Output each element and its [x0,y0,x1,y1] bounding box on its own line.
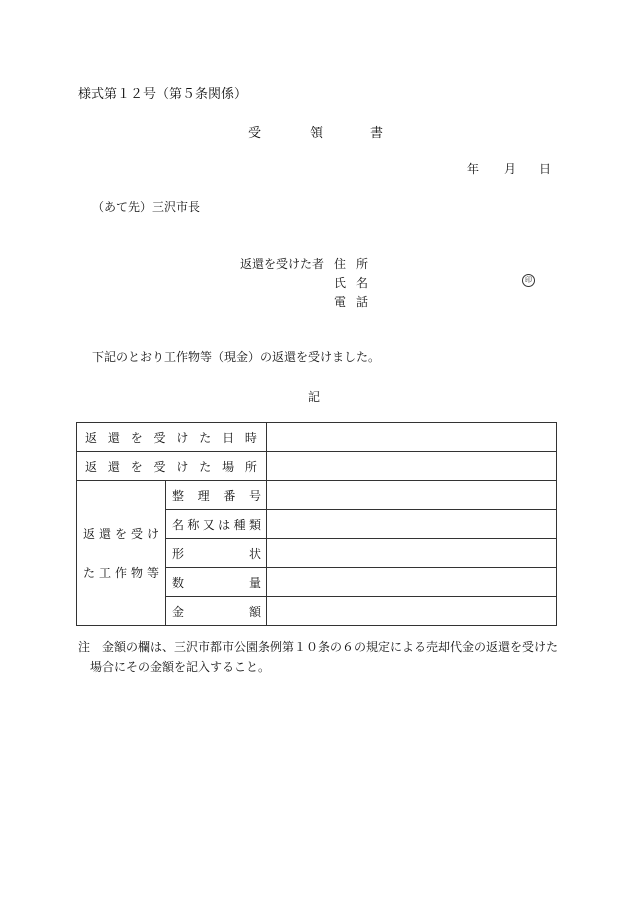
table-row [77,481,557,510]
label-char: け [146,527,159,541]
label-char: 還 [107,459,120,474]
receiver-name-label [334,274,369,291]
receiver-label: 返還を受けた者 [240,257,325,271]
document-title [248,122,383,141]
label-char: 量 [248,575,261,590]
title-char: 受 [248,126,262,141]
addressee: （あて先）三沢市長 [92,200,201,214]
note-line: 場合にその金額を記入すること。 [90,660,271,674]
receiver-address-label [334,255,369,272]
table-row [77,423,557,452]
label-char: 還 [107,430,120,445]
value-cell-place[interactable] [267,452,557,481]
label-char: 状 [248,546,261,561]
label-char: 日 [222,430,235,445]
date-day: 日 [539,162,552,176]
label-char: 数 [172,575,185,590]
label-char: た [199,459,212,474]
table-row [77,452,557,481]
title-char: 書 [370,126,384,141]
label-char: 電 [334,295,347,309]
label-char: け [176,430,189,445]
label-char: た [199,430,212,445]
label-char: け [176,459,189,474]
label-char: 時 [244,430,257,445]
value-cell-reference-number[interactable] [267,481,557,510]
label-char: 金 [172,604,185,619]
label-char: 作 [114,566,127,580]
date-year: 年 [467,162,480,176]
statement: 下記のとおり工作物等（現金）の返還を受けました。 [92,350,381,364]
row-label-place [77,452,267,481]
label-char: 場 [222,459,235,474]
label-char: 番 [223,488,236,503]
label-char: 住 [334,257,347,271]
date-month: 月 [504,162,517,176]
value-cell-shape[interactable] [267,539,557,568]
label-char: は [218,517,231,532]
label-char: た [83,566,96,580]
label-char: を [114,527,127,541]
detail-table [76,422,557,626]
label-char: 工 [98,566,111,580]
label-char: 受 [153,459,166,474]
label-char: 名 [356,276,369,290]
label-char: を [130,430,143,445]
label-char: 所 [356,257,369,271]
value-cell-amount[interactable] [267,597,557,626]
note [78,637,558,677]
sub-label-reference-number [166,481,267,510]
label-char: 返 [85,430,98,445]
label-char: 理 [197,488,210,503]
seal-icon: 印 [522,274,535,287]
label-char: 返 [85,459,98,474]
date-line [467,160,551,177]
sub-label-name-or-type [166,510,267,539]
label-char: 受 [130,527,143,541]
label-char: 名 [172,517,185,532]
ki-heading: 記 [308,390,321,404]
row-label-date [77,423,267,452]
label-char: 物 [130,566,143,580]
label-char: を [130,459,143,474]
label-char: 類 [248,517,261,532]
value-cell-date[interactable] [267,423,557,452]
label-char: 話 [356,295,369,309]
label-char: 整 [172,488,185,503]
label-char: 種 [233,517,246,532]
receiver-phone-label [334,293,369,310]
label-char: 額 [248,604,261,619]
sub-label-shape [166,539,267,568]
label-char: 又 [202,517,215,532]
label-char: 称 [187,517,200,532]
title-char: 領 [310,126,324,141]
note-line: 注 金額の欄は、三沢市都市公園条例第１０条の６の規定による売却代金の返還を受けた [78,640,559,654]
label-char: 還 [98,527,111,541]
label-char: 号 [248,488,261,503]
label-char: 返 [83,527,96,541]
sub-label-quantity [166,568,267,597]
value-cell-quantity[interactable] [267,568,557,597]
label-char: 所 [244,459,257,474]
value-cell-name-or-type[interactable] [267,510,557,539]
label-char: 受 [153,430,166,445]
label-char: 形 [172,546,185,561]
label-char: 氏 [334,276,347,290]
form-number: 様式第１２号（第５条関係） [78,87,248,102]
sub-label-amount [166,597,267,626]
label-char: 等 [146,566,159,580]
group-label-returned-items [77,481,166,626]
